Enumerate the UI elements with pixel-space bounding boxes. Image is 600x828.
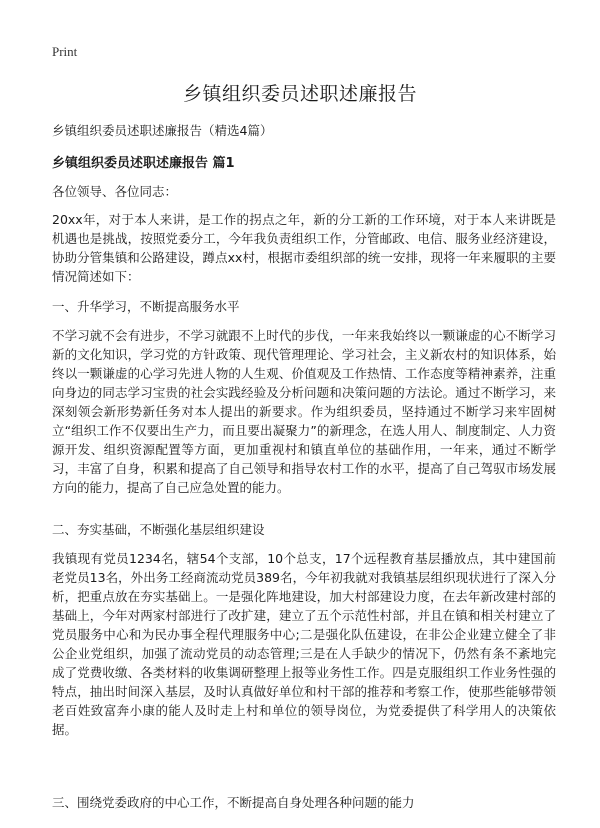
heading-study: 一、升华学习，不断提高服务水平 [52, 299, 240, 314]
heading-central-work: 三、围绕党委政府的中心工作，不断提高自身处理各种问题的能力 [52, 795, 415, 810]
print-link[interactable]: Print [52, 44, 78, 59]
greeting: 各位领导、各位同志： [52, 184, 178, 199]
paragraph-intro: 20xx年，对于本人来讲，是工作的拐点之年，新的分工新的工作环境，对于本人来讲既是机遇也是挑战，按照党委分工，今年我负责组织工作，分管邮政、电信、服务业经济建设，协助分管集镇和公路建设，蹲点xx村，根据市委组织部的统一安排，现将一年来履职的主要情况简述如下： [52, 212, 556, 284]
paragraph-study: 不学习就不会有进步，不学习就跟不上时代的步伐，一年来我始终以一颗谦虚的心不断学习新的文化知识，学习党的方针政策、现代管理理论、学习社会，主义新农村的知识体系，始终以一颗谦虚的心学习先进人物的人生观、价值观及工作热情、工作态度等精神素养，注重向身边的同志学习宝贵的社会实践经验及分析问题和决策问题的方法论。通过不断学习，来深刻领会新形势新任务对本人提出的新要求。作为组织委员，坚持通过不断学习来牢固树立“组织工作不仅要出生产力，而且要出凝聚力”的新理念，在选人用人、制度制定、人力资源开发、组织资源配置等方面，更加重视村和镇直单位的基础作用，一年来，通过不断学习，丰富了自身，积累和提高了自己领导和指导农村工作的水平，提高了自己驾驭市场发展方向的能力，提高了自己应急处置的能力。 [52, 328, 556, 495]
document-subtitle: 乡镇组织委员述职述廉报告（精选4篇） [52, 123, 273, 138]
page-title: 乡镇组织委员述职述廉报告 [182, 83, 417, 105]
section-heading: 乡镇组织委员述职述廉报告 篇1 [52, 156, 235, 171]
heading-foundation: 二、夯实基础，不断强化基层组织建设 [52, 522, 265, 537]
paragraph-foundation: 我镇现有党员1234名，辖54个支部，10个总支，17个远程教育基层播放点，其中建国前老党员13名，外出务工经商流动党员389名，今年初我就对我镇基层组织现状进行了深入分析，把重点放在夯实基础上。一是强化阵地建设，加大村部建设力度，在去年新改建村部的基础上，今年对两家村部进行了改扩建，建立了五个示范性村部，并且在镇和相关村建立了党员服务中心和为民办事全程代理服务中心;二是强化队伍建设，在非公企业建立健全了非公企业党组织，加强了流动党员的动态管理;三是在人手缺少的情况下，仍然有条不紊地完成了党费收缴、各类材料的收集调研整理上报等业务性工作。四是克服组织工作业务性强的特点，抽出时间深入基层，及时认真做好单位和村干部的推荐和考察工作，使那些能够带领老百姓致富奔小康的能人及时走上村和单位的领导岗位，为党委提供了科学用人的决策依据。 [52, 551, 556, 737]
